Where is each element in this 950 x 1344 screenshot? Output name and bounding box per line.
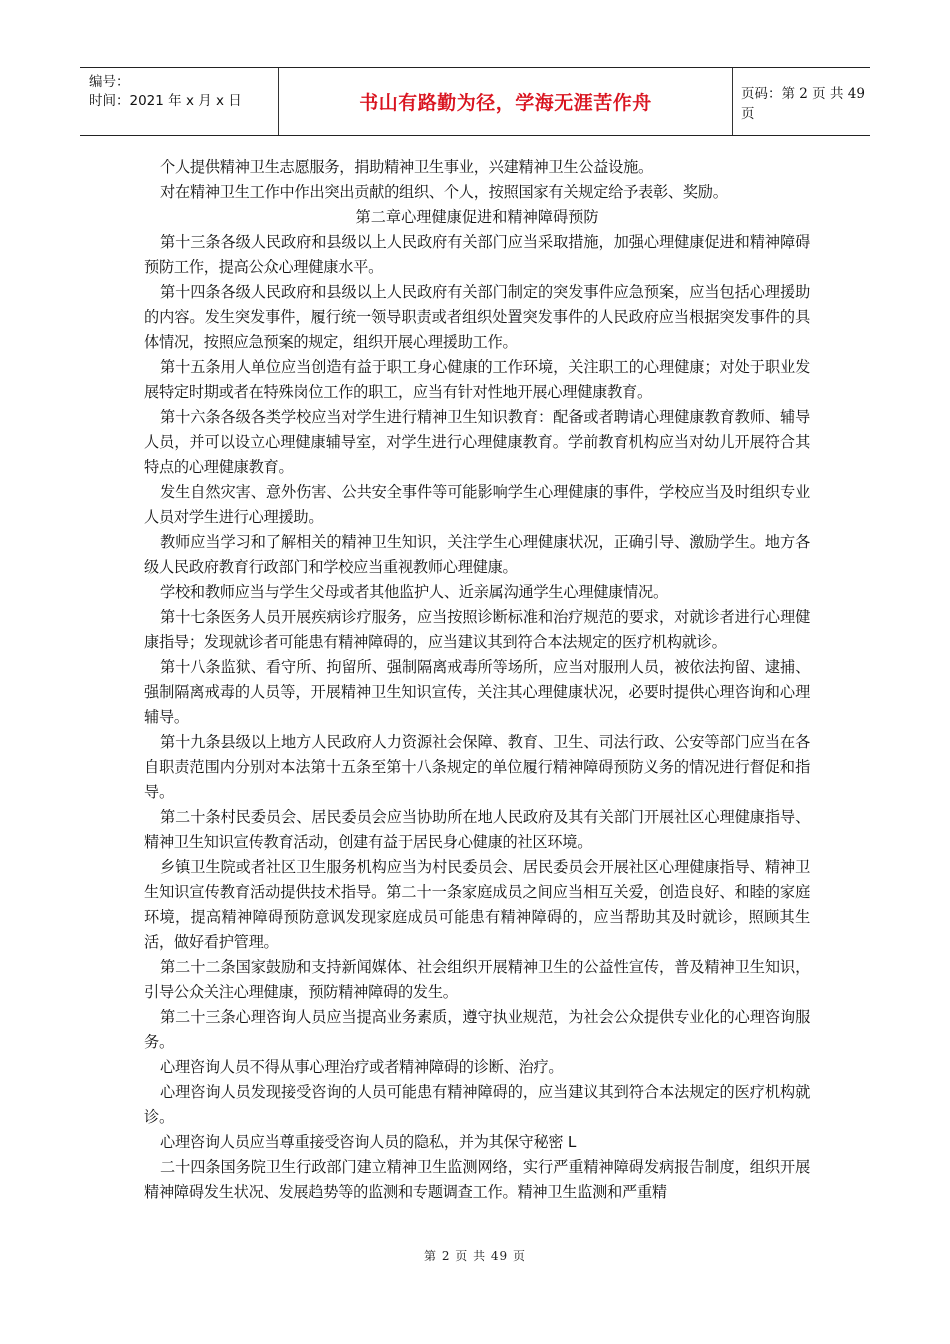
paragraph: 对在精神卫生工作中作出突出贡献的组织、个人，按照国家有关规定给予表彰、奖励。 — [160, 183, 728, 201]
paragraph: 心理咨询人员不得从事心理治疗或者精神障碍的诊断、治疗。 — [160, 1058, 564, 1076]
article-19: 第十九条县级以上地方人民政府人力资源社会保障、教育、卫生、司法行政、公安等部门应当在各自职责范围内分别对本法第十五条至第十八条规定的单位履行精神障碍预防义务的情况进行督促和指导。 — [144, 733, 810, 801]
paragraph: 心理咨询人员应当尊重接受咨询人员的隐私，并为其保守秘密 L — [160, 1133, 577, 1151]
chapter-title: 第二章心理健康促进和精神障碍预防 — [355, 208, 599, 226]
article-15: 第十五条用人单位应当创造有益于职工身心健康的工作环境，关注职工的心理健康；对处于职业发展特定时期或者在特殊岗位工作的职工，应当有针对性地开展心理健康教育。 — [144, 358, 810, 401]
header-page-info: 页码：第 2 页 共 49 页 — [741, 85, 865, 122]
page-header — [80, 67, 870, 136]
article-17: 第十七条医务人员开展疾病诊疗服务，应当按照诊断标准和治疗规范的要求，对就诊者进行心理健康指导；发现就诊者可能患有精神障碍的，应当建议其到符合本法规定的医疗机构就诊。 — [144, 608, 810, 651]
article-22: 第二十二条国家鼓励和支持新闻媒体、社会组织开展精神卫生的公益性宣传，普及精神卫生知识，引导公众关注心理健康，预防精神障碍的发生。 — [144, 958, 810, 1001]
article-13: 第十三条各级人民政府和县级以上人民政府有关部门应当采取措施，加强心理健康促进和精神障碍预防工作，提高公众心理健康水平。 — [144, 233, 810, 276]
document-body — [144, 155, 810, 1205]
paragraph: 发生自然灾害、意外伤害、公共安全事件等可能影响学生心理健康的事件，学校应当及时组织专业人员对学生进行心理援助。 — [144, 483, 810, 526]
header-motto: 书山有路勤为径，学海无涯苦作舟 — [279, 68, 733, 135]
article-18: 第十八条监狱、看守所、拘留所、强制隔离戒毒所等场所，应当对服刑人员，被依法拘留、逮捕、强制隔离戒毒的人员等，开展精神卫生知识宣传，关注其心理健康状况，必要时提供心理咨询和心理辅导。 — [144, 658, 810, 726]
document-number-label: 编号： — [89, 74, 130, 90]
article-16: 第十六条各级各类学校应当对学生进行精神卫生知识教育：配备或者聘请心理健康教育教师、辅导人员，并可以设立心理健康辅导室，对学生进行心理健康教育。学前教育机构应当对幼儿开展符合其特点的心理健康教育。 — [144, 408, 810, 476]
page-footer: 第 2 页 共 49 页 — [424, 1249, 526, 1263]
paragraph: 个人提供精神卫生志愿服务，捐助精神卫生事业，兴建精神卫生公益设施。 — [160, 158, 653, 176]
document-date-label: 时间：2021 年 x 月 x 日 — [89, 93, 242, 109]
article-23: 第二十三条心理咨询人员应当提高业务素质，遵守执业规范，为社会公众提供专业化的心理咨询服务。 — [144, 1008, 810, 1051]
paragraph: 学校和教师应当与学生父母或者其他监护人、近亲属沟通学生心理健康情况。 — [160, 583, 668, 601]
paragraph: 教师应当学习和了解相关的精神卫生知识，关注学生心理健康状况，正确引导、激励学生。地方各级人民政府教育行政部门和学校应当重视教师心理健康。 — [144, 533, 810, 576]
header-meta — [80, 68, 279, 135]
article-24: 二十四条国务院卫生行政部门建立精神卫生监测网络，实行严重精神障碍发病报告制度，组织开展精神障碍发生状况、发展趋势等的监测和专题调查工作。精神卫生监测和严重精 — [144, 1158, 810, 1201]
paragraph: 心理咨询人员发现接受咨询的人员可能患有精神障碍的，应当建议其到符合本法规定的医疗机构就诊。 — [144, 1083, 810, 1126]
article-14: 第十四条各级人民政府和县级以上人民政府有关部门制定的突发事件应急预案，应当包括心理援助的内容。发生突发事件，履行统一领导职责或者组织处置突发事件的人民政府应当根据突发事件的具体情况，按照应急预案的规定，组织开展心理援助工作。 — [144, 283, 810, 351]
paragraph: 乡镇卫生院或者社区卫生服务机构应当为村民委员会、居民委员会开展社区心理健康指导、精神卫生知识宣传教育活动提供技术指导。第二十一条家庭成员之间应当相互关爱，创造良好、和睦的家庭环境，提高精神障碍预防意讽发现家庭成员可能患有精神障碍的，应当帮助其及时就诊，照顾其生活，做好看护管理。 — [144, 858, 810, 951]
article-20: 第二十条村民委员会、居民委员会应当协助所在地人民政府及其有关部门开展社区心理健康指导、精神卫生知识宣传教育活动，创建有益于居民身心健康的社区环境。 — [144, 808, 810, 851]
